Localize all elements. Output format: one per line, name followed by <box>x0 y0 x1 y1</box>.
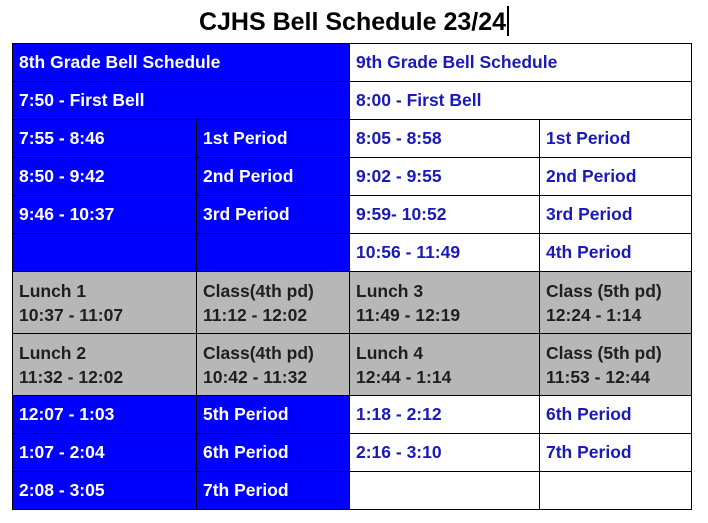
class-time: 10:42 - 11:32 <box>203 366 308 387</box>
grade9-time-cell[interactable]: 2:16 - 3:10 <box>350 434 540 472</box>
table-row <box>13 472 692 510</box>
grade8-time-cell[interactable]: 2:08 - 3:05 <box>13 472 197 510</box>
grade9-time-cell[interactable]: 9:02 - 9:55 <box>350 158 540 196</box>
class-cell[interactable] <box>540 334 692 396</box>
page-title <box>0 4 708 40</box>
class-time: 12:24 - 1:14 <box>546 304 642 325</box>
grade9-header[interactable]: 9th Grade Bell Schedule <box>350 44 692 82</box>
lunch-name: Lunch 4 <box>356 342 424 363</box>
grade9-time-cell[interactable]: 1:18 - 2:12 <box>350 396 540 434</box>
grade8-time-cell[interactable]: 8:50 - 9:42 <box>13 158 197 196</box>
class-name: Class(4th pd) <box>203 280 314 301</box>
grade9-period-cell[interactable]: 4th Period <box>540 234 692 272</box>
lunch-cell[interactable] <box>350 272 540 334</box>
class-time: 11:12 - 12:02 <box>203 304 308 325</box>
class-cell[interactable] <box>197 272 350 334</box>
grade9-time-cell[interactable] <box>350 472 540 510</box>
grade8-time-cell[interactable]: 9:46 - 10:37 <box>13 196 197 234</box>
class-name: Class (5th pd) <box>546 280 662 301</box>
grade9-period-cell[interactable]: 7th Period <box>540 434 692 472</box>
grade8-time-cell[interactable]: 12:07 - 1:03 <box>13 396 197 434</box>
grade9-period-cell[interactable]: 3rd Period <box>540 196 692 234</box>
grade8-period-cell[interactable]: 7th Period <box>197 472 350 510</box>
table-row <box>13 334 692 396</box>
grade8-time-cell[interactable]: 7:55 - 8:46 <box>13 120 197 158</box>
grade8-time-cell[interactable]: 1:07 - 2:04 <box>13 434 197 472</box>
grade8-period-cell[interactable] <box>197 234 350 272</box>
grade9-time-cell[interactable]: 10:56 - 11:49 <box>350 234 540 272</box>
table-row <box>13 272 692 334</box>
grade8-period-cell[interactable]: 3rd Period <box>197 196 350 234</box>
lunch-time: 11:49 - 12:19 <box>356 304 461 325</box>
grade8-period-cell[interactable]: 5th Period <box>197 396 350 434</box>
table-row <box>13 396 692 434</box>
grade8-period-cell[interactable]: 2nd Period <box>197 158 350 196</box>
table-row <box>13 158 692 196</box>
lunch-cell[interactable] <box>13 272 197 334</box>
class-name: Class (5th pd) <box>546 342 662 363</box>
grade8-period-cell[interactable]: 1st Period <box>197 120 350 158</box>
grade8-header[interactable]: 8th Grade Bell Schedule <box>13 44 350 82</box>
class-cell[interactable] <box>197 334 350 396</box>
table-row <box>13 234 692 272</box>
lunch-time: 10:37 - 11:07 <box>19 304 124 325</box>
table-row <box>13 82 692 120</box>
table-row <box>13 120 692 158</box>
grade9-period-cell[interactable] <box>540 472 692 510</box>
grade9-period-cell[interactable]: 6th Period <box>540 396 692 434</box>
grade9-time-cell[interactable]: 8:05 - 8:58 <box>350 120 540 158</box>
bell-schedule-table <box>12 43 692 510</box>
class-name: Class(4th pd) <box>203 342 314 363</box>
lunch-time: 12:44 - 1:14 <box>356 366 452 387</box>
table-row <box>13 196 692 234</box>
text-cursor <box>507 6 509 36</box>
lunch-name: Lunch 1 <box>19 280 87 301</box>
table-row <box>13 434 692 472</box>
title-text: CJHS Bell Schedule 23/24 <box>198 8 507 36</box>
lunch-name: Lunch 2 <box>19 342 87 363</box>
lunch-cell[interactable] <box>13 334 197 396</box>
grade9-period-cell[interactable]: 2nd Period <box>540 158 692 196</box>
grade8-period-cell[interactable]: 6th Period <box>197 434 350 472</box>
class-time: 11:53 - 12:44 <box>546 366 651 387</box>
table-row <box>13 44 692 82</box>
grade8-first-bell[interactable]: 7:50 - First Bell <box>13 82 350 120</box>
grade9-first-bell[interactable]: 8:00 - First Bell <box>350 82 692 120</box>
lunch-name: Lunch 3 <box>356 280 424 301</box>
grade9-period-cell[interactable]: 1st Period <box>540 120 692 158</box>
lunch-cell[interactable] <box>350 334 540 396</box>
grade9-time-cell[interactable]: 9:59- 10:52 <box>350 196 540 234</box>
class-cell[interactable] <box>540 272 692 334</box>
lunch-time: 11:32 - 12:02 <box>19 366 124 387</box>
grade8-time-cell[interactable] <box>13 234 197 272</box>
